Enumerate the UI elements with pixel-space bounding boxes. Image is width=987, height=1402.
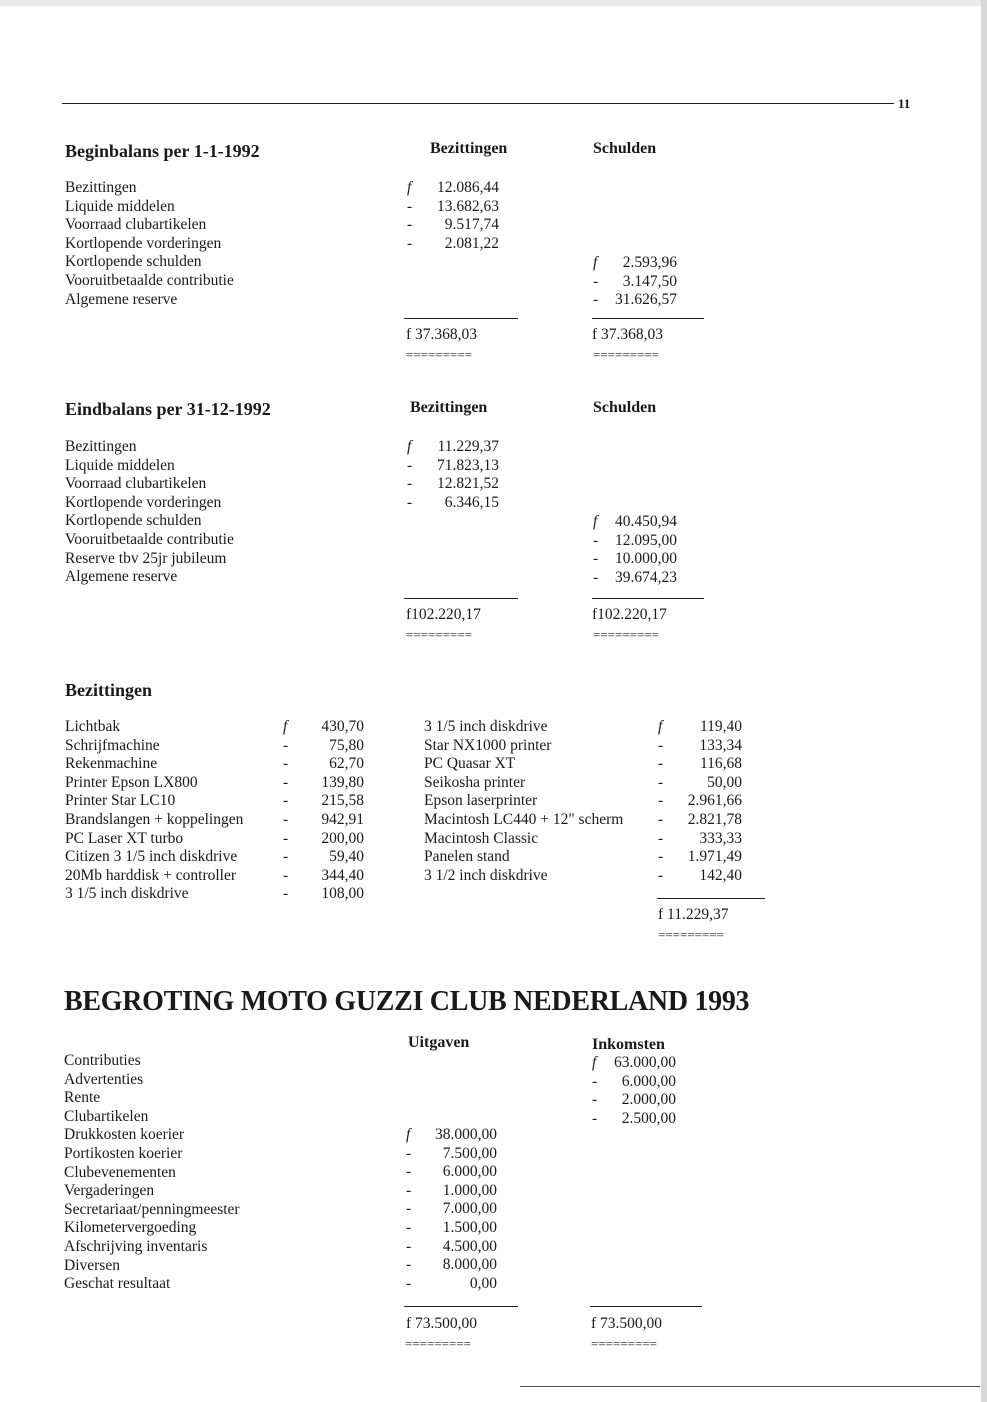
beginbalans-labels: [65, 179, 234, 309]
sum-rule: [590, 1306, 702, 1307]
inventaris-left-labels: [65, 718, 243, 904]
amount-row: - 4.500,00: [406, 1237, 497, 1255]
double-underline: =========: [658, 930, 724, 940]
begroting-label: Diversen: [64, 1256, 120, 1274]
begroting-title: BEGROTING MOTO GUZZI CLUB NEDERLAND 1993: [64, 986, 750, 1017]
amount-row: - 133,34: [658, 736, 742, 754]
beginbalans-total-bezittingen: f 37.368,03: [406, 326, 478, 343]
amount-row: - 2.081,22: [407, 234, 499, 252]
amount-row: f 119,40: [658, 718, 742, 735]
eindbalans-label: Voorraad clubartikelen: [65, 475, 207, 493]
amount-row: - 215,58: [283, 792, 364, 810]
beginbalans-label: Kortlopende vorderingen: [65, 234, 222, 252]
sum-rule: [657, 898, 765, 899]
eindbalans-label: Liquide middelen: [65, 456, 175, 474]
eindbalans-bezittingen-values: [407, 438, 499, 512]
inventaris-item: Macintosh LC440 + 12" scherm: [424, 810, 624, 828]
amount-row: f 38.000,00: [406, 1126, 497, 1143]
amount-row: - 59,40: [283, 848, 364, 866]
begroting-label: Drukkosten koerier: [64, 1126, 185, 1144]
amount-row: - 50,00: [658, 773, 742, 791]
inventaris-item: Macintosh Classic: [424, 829, 539, 847]
begroting-total-uitgaven: f 73.500,00: [406, 1315, 478, 1332]
amount-row: - 108,00: [283, 885, 364, 903]
inventaris-item: Seikosha printer: [424, 773, 526, 791]
amount-row: - 0,00: [406, 1274, 497, 1292]
begroting-label: Afschrijving inventaris: [64, 1237, 208, 1255]
amount-row: f 12.086,44: [407, 179, 499, 196]
inventaris-left-values: [283, 718, 364, 904]
amount-row: - 12.095,00: [593, 531, 677, 549]
sum-rule: [404, 1306, 518, 1307]
eindbalans-col-bezittingen: Bezittingen: [410, 399, 488, 416]
amount-row: - 200,00: [283, 829, 364, 847]
begroting-label: Clubevenementen: [64, 1163, 176, 1181]
amount-row: - 12.821,52: [407, 475, 499, 493]
eindbalans-label: Kortlopende vorderingen: [65, 493, 222, 511]
eindbalans-labels: [65, 438, 234, 587]
begroting-uitgaven-values: [406, 1126, 497, 1293]
amount-row: f 11.229,37: [407, 438, 499, 455]
eindbalans-label: Vooruitbetaalde contributie: [65, 530, 234, 548]
amount-row: - 2.821,78: [658, 810, 742, 828]
amount-row: f 40.450,94: [593, 513, 677, 530]
beginbalans-label: Vooruitbetaalde contributie: [65, 271, 234, 289]
beginbalans-schulden-values: [593, 254, 677, 310]
inventaris-item: 20Mb harddisk + controller: [65, 866, 237, 884]
begroting-label: Vergaderingen: [64, 1182, 155, 1200]
inventaris-total: f 11.229,37: [658, 906, 729, 923]
amount-row: - 1.500,00: [406, 1218, 497, 1236]
inventaris-item: Printer Star LC10: [65, 792, 176, 810]
beginbalans-col-schulden: Schulden: [593, 140, 657, 157]
page-number: 11: [898, 96, 911, 111]
amount-row: - 6.000,00: [592, 1072, 676, 1090]
double-underline: =========: [591, 1339, 657, 1349]
amount-row: - 31.626,57: [593, 291, 677, 309]
sum-rule: [404, 318, 518, 319]
inventaris-item: PC Laser XT turbo: [65, 829, 184, 847]
amount-row: - 39.674,23: [593, 568, 677, 586]
amount-row: - 6.000,00: [406, 1163, 497, 1181]
eindbalans-label: Algemene reserve: [65, 568, 178, 586]
beginbalans-col-bezittingen: Bezittingen: [430, 140, 508, 157]
amount-row: - 71.823,13: [407, 456, 499, 474]
amount-row: f 2.593,96: [593, 254, 677, 271]
beginbalans-label: Kortlopende schulden: [65, 253, 202, 271]
begroting-total-inkomsten: f 73.500,00: [591, 1315, 663, 1332]
amount-row: - 142,40: [658, 866, 742, 884]
beginbalans-total-schulden: f 37.368,03: [592, 326, 664, 343]
inventaris-right-values: [658, 718, 742, 885]
beginbalans-label: Liquide middelen: [65, 197, 175, 215]
begroting-label: Rente: [64, 1089, 101, 1107]
amount-row: - 9.517,74: [407, 216, 499, 234]
amount-row: - 10.000,00: [593, 550, 677, 568]
double-underline: =========: [405, 1339, 471, 1349]
amount-row: - 7.500,00: [406, 1144, 497, 1162]
begroting-label: Kilometervergoeding: [64, 1219, 197, 1237]
amount-row: - 13.682,63: [407, 197, 499, 215]
inventaris-right-labels: [424, 718, 623, 885]
inventaris-item: Brandslangen + koppelingen: [65, 810, 244, 828]
begroting-label: Advertenties: [64, 1070, 144, 1088]
begroting-col-uitgaven: Uitgaven: [408, 1034, 470, 1051]
inventaris-item: Lichtbak: [65, 718, 121, 735]
double-underline: =========: [593, 350, 659, 360]
amount-row: - 3.147,50: [593, 272, 677, 290]
inventaris-item: Star NX1000 printer: [424, 736, 552, 754]
eindbalans-label: Reserve tbv 25jr jubileum: [65, 549, 227, 567]
scan-edge-right: [981, 0, 987, 1402]
inventaris-item: Epson laserprinter: [424, 792, 538, 810]
begroting-inkomsten-values: [592, 1054, 676, 1128]
eindbalans-col-schulden: Schulden: [593, 399, 657, 416]
begroting-label: Contributies: [64, 1052, 141, 1069]
amount-row: - 1.971,49: [658, 848, 742, 866]
inventaris-item: Printer Epson LX800: [65, 773, 198, 791]
begroting-label: Secretariaat/penningmeester: [64, 1200, 240, 1218]
beginbalans-label: Voorraad clubartikelen: [65, 216, 207, 234]
double-underline: =========: [593, 630, 659, 640]
beginbalans-label: Algemene reserve: [65, 290, 178, 308]
inventaris-item: Schrijfmachine: [65, 736, 160, 754]
eindbalans-title: Eindbalans per 31-12-1992: [65, 399, 271, 419]
inventaris-item: 3 1/2 inch diskdrive: [424, 866, 548, 884]
eindbalans-total-schulden: f102.220,17: [592, 606, 667, 623]
amount-row: - 344,40: [283, 866, 364, 884]
sum-rule: [404, 598, 518, 599]
eindbalans-label: Kortlopende schulden: [65, 512, 202, 530]
eindbalans-total-bezittingen: f102.220,17: [406, 606, 481, 623]
amount-row: - 7.000,00: [406, 1200, 497, 1218]
inventaris-item: 3 1/5 inch diskdrive: [65, 885, 189, 903]
amount-row: - 1.000,00: [406, 1181, 497, 1199]
footer-rule: [520, 1386, 980, 1387]
sum-rule: [592, 318, 704, 319]
inventaris-item: 3 1/5 inch diskdrive: [424, 718, 548, 735]
beginbalans-label: Bezittingen: [65, 179, 137, 196]
header-rule: [62, 103, 894, 104]
eindbalans-schulden-values: [593, 513, 677, 587]
beginbalans-bezittingen-values: [407, 179, 499, 253]
amount-row: - 8.000,00: [406, 1256, 497, 1274]
amount-row: f 63.000,00: [592, 1054, 676, 1071]
begroting-label: Clubartikelen: [64, 1107, 149, 1125]
beginbalans-title: Beginbalans per 1-1-1992: [65, 141, 260, 161]
scan-edge-top: [0, 0, 987, 6]
amount-row: - 6.346,15: [407, 493, 499, 511]
amount-row: - 2.000,00: [592, 1091, 676, 1109]
inventaris-item: Rekenmachine: [65, 755, 158, 773]
eindbalans-label: Bezittingen: [65, 438, 137, 455]
sum-rule: [592, 598, 704, 599]
double-underline: =========: [406, 630, 472, 640]
amount-row: - 333,33: [658, 829, 742, 847]
begroting-label: Portikosten koerier: [64, 1144, 183, 1162]
amount-row: - 2.500,00: [592, 1109, 676, 1127]
amount-row: f 430,70: [283, 718, 364, 735]
double-underline: =========: [406, 350, 472, 360]
amount-row: - 139,80: [283, 773, 364, 791]
inventaris-item: PC Quasar XT: [424, 755, 516, 773]
amount-row: - 116,68: [658, 755, 742, 773]
begroting-col-inkomsten: Inkomsten: [592, 1036, 665, 1053]
begroting-label: Geschat resultaat: [64, 1275, 171, 1293]
amount-row: - 62,70: [283, 755, 364, 773]
amount-row: - 2.961,66: [658, 792, 742, 810]
inventaris-title: Bezittingen: [65, 680, 152, 700]
inventaris-item: Citizen 3 1/5 inch diskdrive: [65, 848, 238, 866]
begroting-labels: [64, 1052, 240, 1294]
amount-row: - 75,80: [283, 736, 364, 754]
amount-row: - 942,91: [283, 810, 364, 828]
inventaris-item: Panelen stand: [424, 848, 510, 866]
